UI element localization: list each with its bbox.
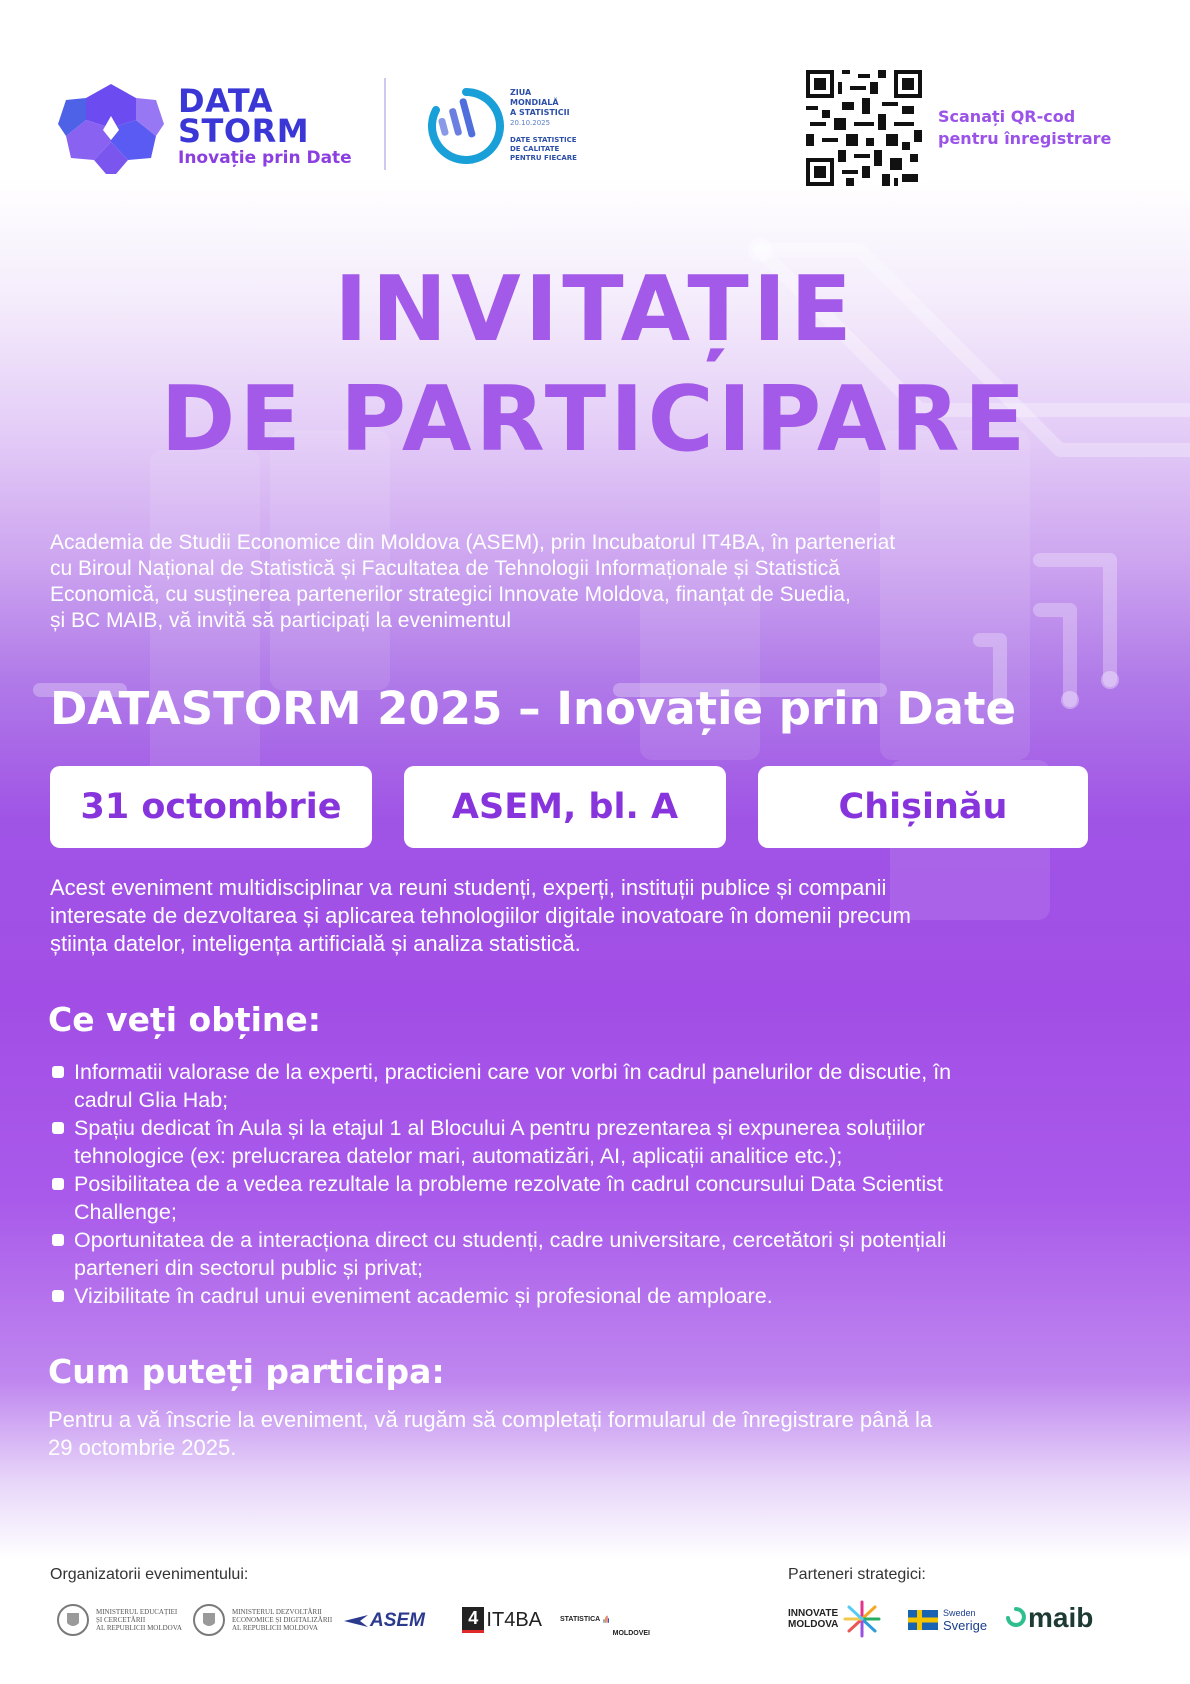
zms-sub-1: DATE STATISTICE [510,136,577,144]
sweden-name [943,1608,987,1633]
coat-of-arms-icon [56,1603,90,1637]
it4ba-badge [462,1607,484,1633]
ministry-economy-name [232,1608,332,1632]
statistics-day-icon [424,80,508,170]
list-item-text: Spațiu dedicat în Aula și la etajul 1 al Blocului A pentru prezentarea și expunerea soluțiilor [74,1116,925,1140]
statistics-day-title [510,88,590,128]
event-date: 31 octombrie [80,787,342,827]
benefits-list [50,1058,1160,1310]
bullet-icon [52,1178,64,1190]
header-divider [384,78,386,170]
participate-line: Pentru a vă înscrie la eveniment, vă rugăm să completați formularul de înregistrare până la [48,1407,933,1432]
it4ba-logo [462,1604,542,1636]
org-text: ȘI CERCETĂRII [96,1616,146,1624]
sweden-logo [908,1606,988,1634]
statistics-day-logo [424,80,508,170]
innovate-moldova-name [788,1608,838,1630]
maib-logo [1006,1600,1106,1636]
moldovei-name [613,1629,650,1638]
asem-logo [344,1606,444,1636]
org-text: MINISTERUL DEZVOLTĂRII [232,1608,322,1616]
zms-line-3: A STATISTICII [510,108,570,117]
registration-qr-code[interactable] [806,70,922,186]
coat-of-arms-icon [192,1603,226,1637]
sweden-text: Sweden [943,1607,976,1618]
org-text: AL REPUBLICII MOLDOVA [96,1624,182,1632]
org-text: MINISTERUL EDUCAȚIEI [96,1608,178,1616]
intro-line: Economică, cu susținerea partenerilor strategici Innovate Moldova, finanțat de Suedia, [50,583,851,606]
list-item [50,1170,1160,1226]
zms-line-2: MONDIALĂ [510,98,559,107]
innovate-burst-icon [842,1599,882,1639]
list-item [50,1058,1160,1114]
ministry-education-logo [56,1600,196,1640]
bullet-icon [52,1066,64,1078]
datastorm-logo [56,80,166,176]
partners-label: Parteneri strategici: [788,1566,926,1583]
list-item-text: Oportunitatea de a interacționa direct cu studenți, cadre universitare, cercetători și potențiali [74,1228,947,1252]
zms-date: 20.10.2025 [510,119,551,127]
sverige-text: Sverige [943,1617,988,1633]
org-text: AL REPUBLICII MOLDOVA [232,1624,318,1632]
list-item [50,1226,1160,1282]
intro-paragraph [50,530,1150,634]
qr-caption-line-2: pentru înregistrare [938,129,1112,148]
participate-text [48,1406,1148,1462]
intro-line: și BC MAIB, vă invită să participați la evenimentul [50,609,512,632]
zms-sub-3: PENTRU FIECARE [510,154,577,162]
innovate-moldova-logo [788,1598,888,1640]
datastorm-flower-icon [56,80,166,176]
it4ba-badge-number: 4 [468,1608,479,1628]
statistics-bars-icon [603,1602,609,1636]
description-line: interesate de dezvoltarea și aplicarea tehnologiilor digitale inovatoare în domenii precum [50,903,911,928]
sweden-flag-icon [908,1610,938,1630]
brand-line-1: DATA [178,82,273,120]
list-item-text: cadrul Glia Hab; [74,1088,229,1112]
page-title-line-1: INVITAȚIE [334,257,856,362]
qr-caption [938,106,1138,150]
bullet-icon [52,1122,64,1134]
statistica-moldovei-logo [560,1600,650,1638]
list-item [50,1114,1160,1170]
list-item-text: Vizibilitate în cadrul unui eveniment academic și profesional de amploare. [74,1284,773,1308]
list-item-text: Posibilitatea de a vedea rezultale la probleme rezolvate în cadrul concursului Data Scientist [74,1172,943,1196]
maib-name: maib [1028,1602,1094,1633]
zms-line-1: ZIUA [510,88,532,97]
asem-wing-icon [344,1613,368,1629]
maib-swirl-icon [1006,1607,1026,1629]
ministry-economy-logo [192,1600,342,1640]
event-city-card [758,766,1088,848]
event-description [50,874,1140,958]
intro-line: cu Biroul Național de Statistică și Facultatea de Tehnologii Informaționale și Statistică [50,557,840,580]
it4ba-name: IT4BA [486,1608,542,1631]
brand-tagline: Inovație prin Date [178,148,352,168]
description-line: știința datelor, inteligența artificială și analiza statistică. [50,931,581,956]
page-title-line-2: DE PARTICIPARE [160,367,1030,472]
stat-text: STATISTICA [560,1615,601,1623]
participate-line: 29 octombrie 2025. [48,1435,237,1460]
im-text: MOLDOVA [788,1619,839,1630]
bullet-icon [52,1234,64,1246]
asem-name: ASEM [370,1610,425,1631]
event-venue: ASEM, bl. A [451,787,679,827]
participate-heading: Cum puteți participa: [48,1352,445,1391]
qr-code-icon [806,70,922,186]
description-line: Acest eveniment multidisciplinar va reuni studenți, experți, instituții publice și companii [50,875,887,900]
im-text: INNOVATE [788,1608,839,1619]
event-date-card [50,766,372,848]
event-venue-card [404,766,726,848]
stat-text: MOLDOVEI [612,1630,650,1637]
list-item-text: parteneri din sectorul public și privat; [74,1256,423,1280]
benefits-heading: Ce veți obține: [48,1000,322,1039]
bullet-icon [52,1290,64,1302]
brand-line-2: STORM [178,112,310,150]
ministry-education-name [96,1608,182,1632]
event-name: DATASTORM 2025 – Inovație prin Date [50,682,1017,735]
list-item-text: Challenge; [74,1200,177,1224]
organizers-label: Organizatorii evenimentului: [50,1566,249,1583]
qr-caption-line-1: Scanați QR-cod [938,107,1076,126]
list-item [50,1282,1160,1310]
zms-sub-2: DE CALITATE [510,145,560,153]
statistics-day-subtitle [510,136,590,163]
list-item-text: tehnologice (ex: prelucrarea datelor mari, automatizări, AI, aplicații analitice etc.); [74,1144,843,1168]
event-city: Chișinău [838,787,1008,827]
org-text: ECONOMICE ȘI DIGITALIZĂRII [232,1616,333,1624]
intro-line: Academia de Studii Economice din Moldova (ASEM), prin Incubatorul IT4BA, în parteneriat [50,531,896,554]
datastorm-wordmark [178,82,310,150]
statistica-name [560,1615,600,1624]
list-item-text: Informatii valorase de la experti, practicieni care vor vorbi în cadrul panelurilor de discutie, în [74,1060,952,1084]
